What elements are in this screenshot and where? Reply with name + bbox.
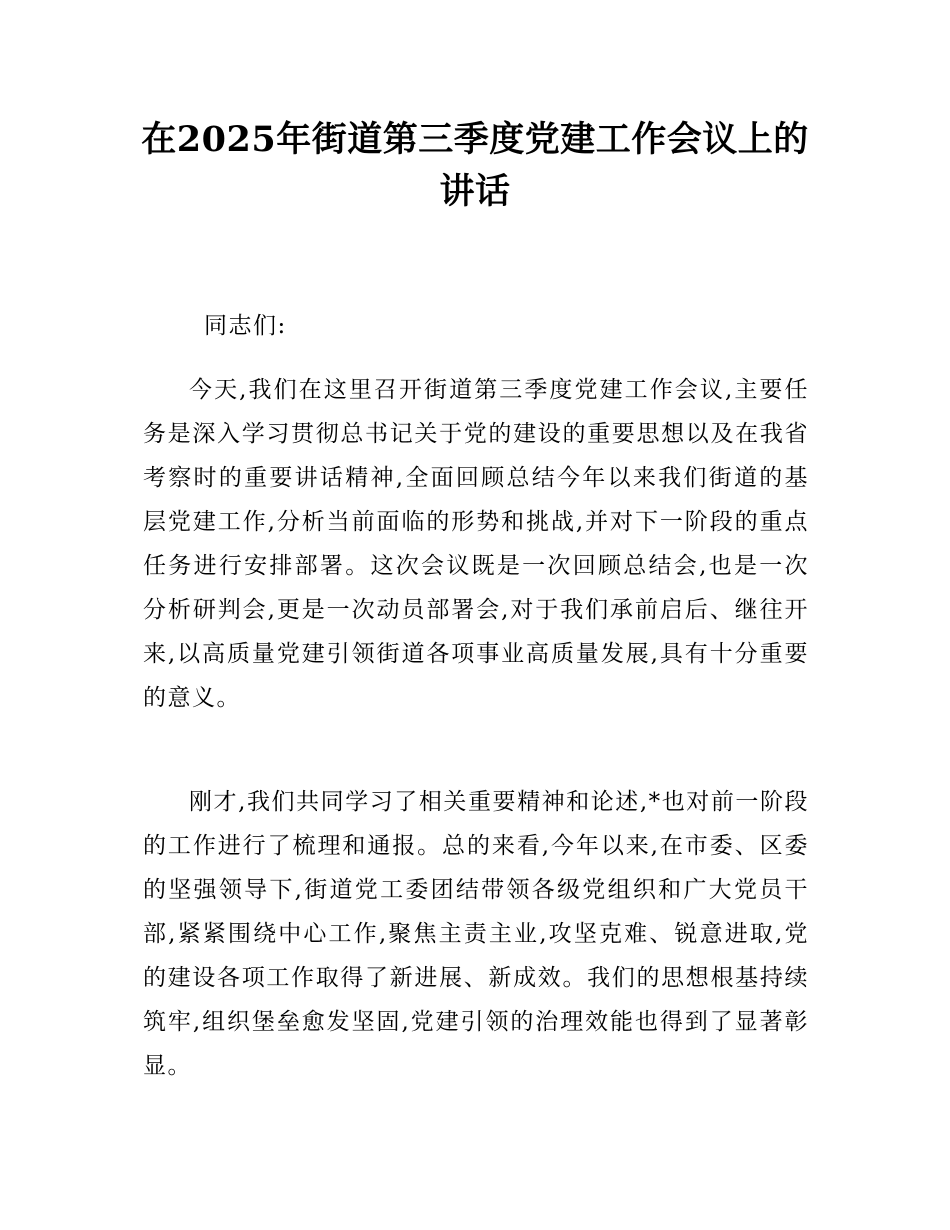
- document-title: 在2025年街道第三季度党建工作会议上的讲话: [141, 119, 809, 212]
- body-paragraph-1: 今天,我们在这里召开街道第三季度党建工作会议,主要任务是深入学习贯彻总书记关于党的建设的重要思想以及在我省考察时的重要讲话精神,全面回顾总结今年以来我们街道的基层党建工作,分析当前面临的形势和挑战,并对下一阶段的重点任务进行安排部署。这次会议既是一次回顾总结会,也是一次分析研判会,更是一次动员部署会,对于我们承前启后、继往开来,以高质量党建引领街道各项事业高质量发展,具有十分重要的意义。: [143, 377, 809, 711]
- salutation: 同志们:: [204, 313, 287, 339]
- body-paragraph-2: 刚才,我们共同学习了相关重要精神和论述,*也对前一阶段的工作进行了梳理和通报。总的来看,今年以来,在市委、区委的坚强领导下,街道党工委团结带领各级党组织和广大党员干部,紧紧围绕中心工作,聚焦主责主业,攻坚克难、锐意进取,党的建设各项工作取得了新进展、新成效。我们的思想根基持续筑牢,组织堡垒愈发坚固,党建引领的治理效能也得到了显著彰显。: [143, 789, 809, 1079]
